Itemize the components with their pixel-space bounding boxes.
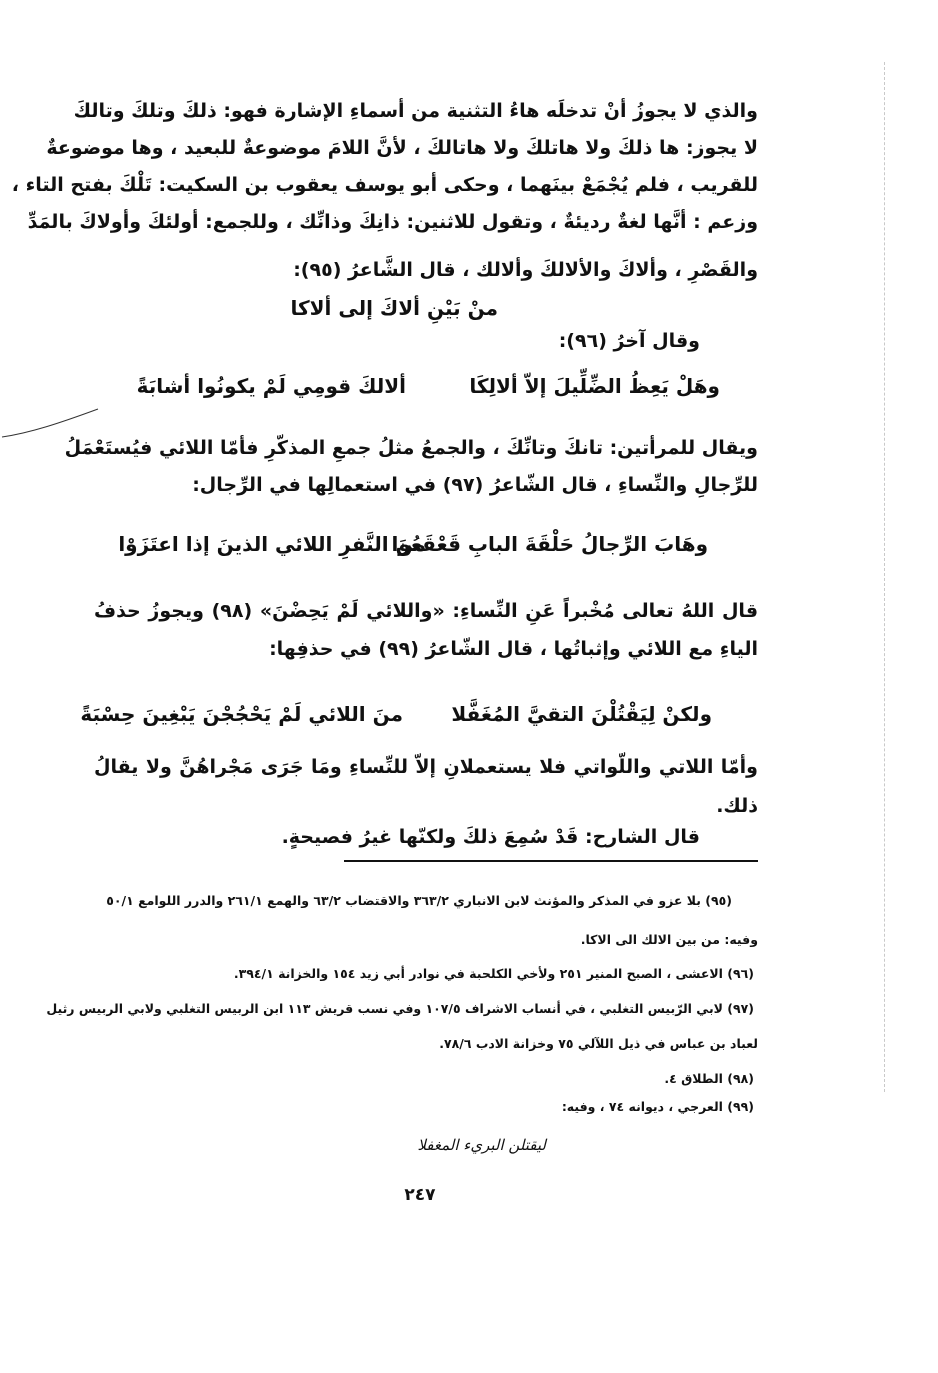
text-line: ذلك. [716, 795, 758, 817]
text-line: الياءِ مع اللائي وإثباتُها ، قال الشّاعرُ (٩٩) في حذفِها: [269, 638, 758, 660]
verse-hemistich-right: منَ اللائي لَمْ يَحْجُجْنَ يَبْغِينَ حِسْبَةً [80, 702, 403, 726]
footnote: وفيه: من بين الالك الى الاكا. [580, 932, 758, 947]
verse-hemistich-right: ألالكَ قومِي لَمْ يكونُوا أشابَةً [136, 374, 406, 398]
text-line: للقريب ، فلم يُجْمَعْ بينَهما ، وحكى أبو يوسف يعقوب بن السكيت: تَلْكَ بفتح التاء ، [11, 174, 758, 196]
text-line: قال الشارح: قَدْ سُمِعَ ذلكَ ولكنّها غيرُ فصيحةٍ. [281, 826, 700, 848]
text-line: للرِّجالِ والنِّساءِ ، قال الشّاعرُ (٩٧) في استعمالِها في الرِّجال: [192, 474, 758, 496]
footnote: (٩٨) الطلاق ٤. [664, 1071, 754, 1086]
text-line: لا يجوز: ها ذلكَ ولا هاتلكَ ولا هاتالكَ ، لأنَّ اللامَ موضوعةٌ للبعيد ، وها موضوعةٌ [46, 137, 758, 159]
text-line: ويقال للمرأتين: تانكَ وتانِّكَ ، والجمعُ مثلُ جمعِ المذكّرِ فأمّا اللائي فيُستَعْمَلُ [64, 437, 758, 459]
text-line: والقَصْرِ ، وألاكَ والألالكَ وألالك ، قال الشَّاعرُ (٩٥): [293, 259, 758, 281]
text-line: قال اللهُ تعالى مُخْبراً عَنِ النِّساءِ: «واللائي لَمْ يَحِضْنَ» (٩٨) ويجوزُ حذفُ [94, 600, 759, 622]
verse-hemistich-left: ولكنْ لِيَقْتُلْنَ التقيَّ المُغَفَّلا [451, 702, 712, 726]
footnote-separator [344, 860, 758, 862]
text-line: والذي لا يجوزُ أنْ تدخلَه هاءُ التثنية من أسماءِ الإشارة فهو: ذلكَ وتلكَ وتالكَ [73, 100, 758, 122]
verse-hemistich-left: وهَلْ يَعِظُ الضِّلِّيلَ إلاّ ألالِكَا [469, 374, 720, 398]
text-line: وقال آخرُ (٩٦): [558, 330, 700, 352]
verse-hemistich-left: وهَابَ الرِّجالُ حَلْقَةَ البابِ قَعْقَعُوا [391, 532, 708, 556]
footnote: لعباد بن عباس في ذيل اللآلي ٧٥ وخزانة الادب ٧٨/٦. [439, 1036, 758, 1051]
footnote: (٩٧) لابي الرّبيس التغلبي ، في أنساب الاشراف ١٠٧/٥ وفي نسب قريش ١١٣ ابن الربيس التغلبي ولابي الربيس رثيل [46, 1001, 754, 1016]
footnote: (٩٩) العرجي ، ديوانه ٧٤ ، وفيه: [561, 1099, 754, 1114]
handwritten-note: ليقتلن البريء المغفلا [417, 1136, 546, 1154]
footnote: (٩٦) الاعشى ، الصبح المنير ٢٥١ ولأخي الكلحبة في نوادر أبي زيد ١٥٤ والخزانة ٣٩٤/١. [233, 966, 754, 981]
scan-margin-line [884, 62, 885, 1092]
text-line: وزعم : أنَّها لغةٌ رديئةٌ ، وتقول للاثنين: ذانِكَ وذانِّك ، وللجمع: أولئكَ وأولاكَ بالمَدِّ [27, 211, 758, 233]
footnote: (٩٥) بلا عزو في المذكر والمؤنث لابن الانباري ٣٦٣/٢ والاقتضاب ٦٣/٢ والهمع ٢٦١/١ والدرر اللوامع ٥٠/١ [106, 893, 732, 908]
verse-hemistich-right: منَ النَّفرِ اللائي الذينَ إذا اعتَزَوْا [118, 532, 426, 556]
verse-line: منْ بَيْنِ ألاكَ إلى ألاكا [290, 296, 498, 320]
page-number: ٢٤٧ [404, 1185, 436, 1205]
text-line: وأمّا اللاتي واللّواتي فلا يستعملانِ إلاّ للنِّساءِ ومَا جَرَى مَجْراهُنَّ ولا يقالُ [94, 756, 758, 778]
